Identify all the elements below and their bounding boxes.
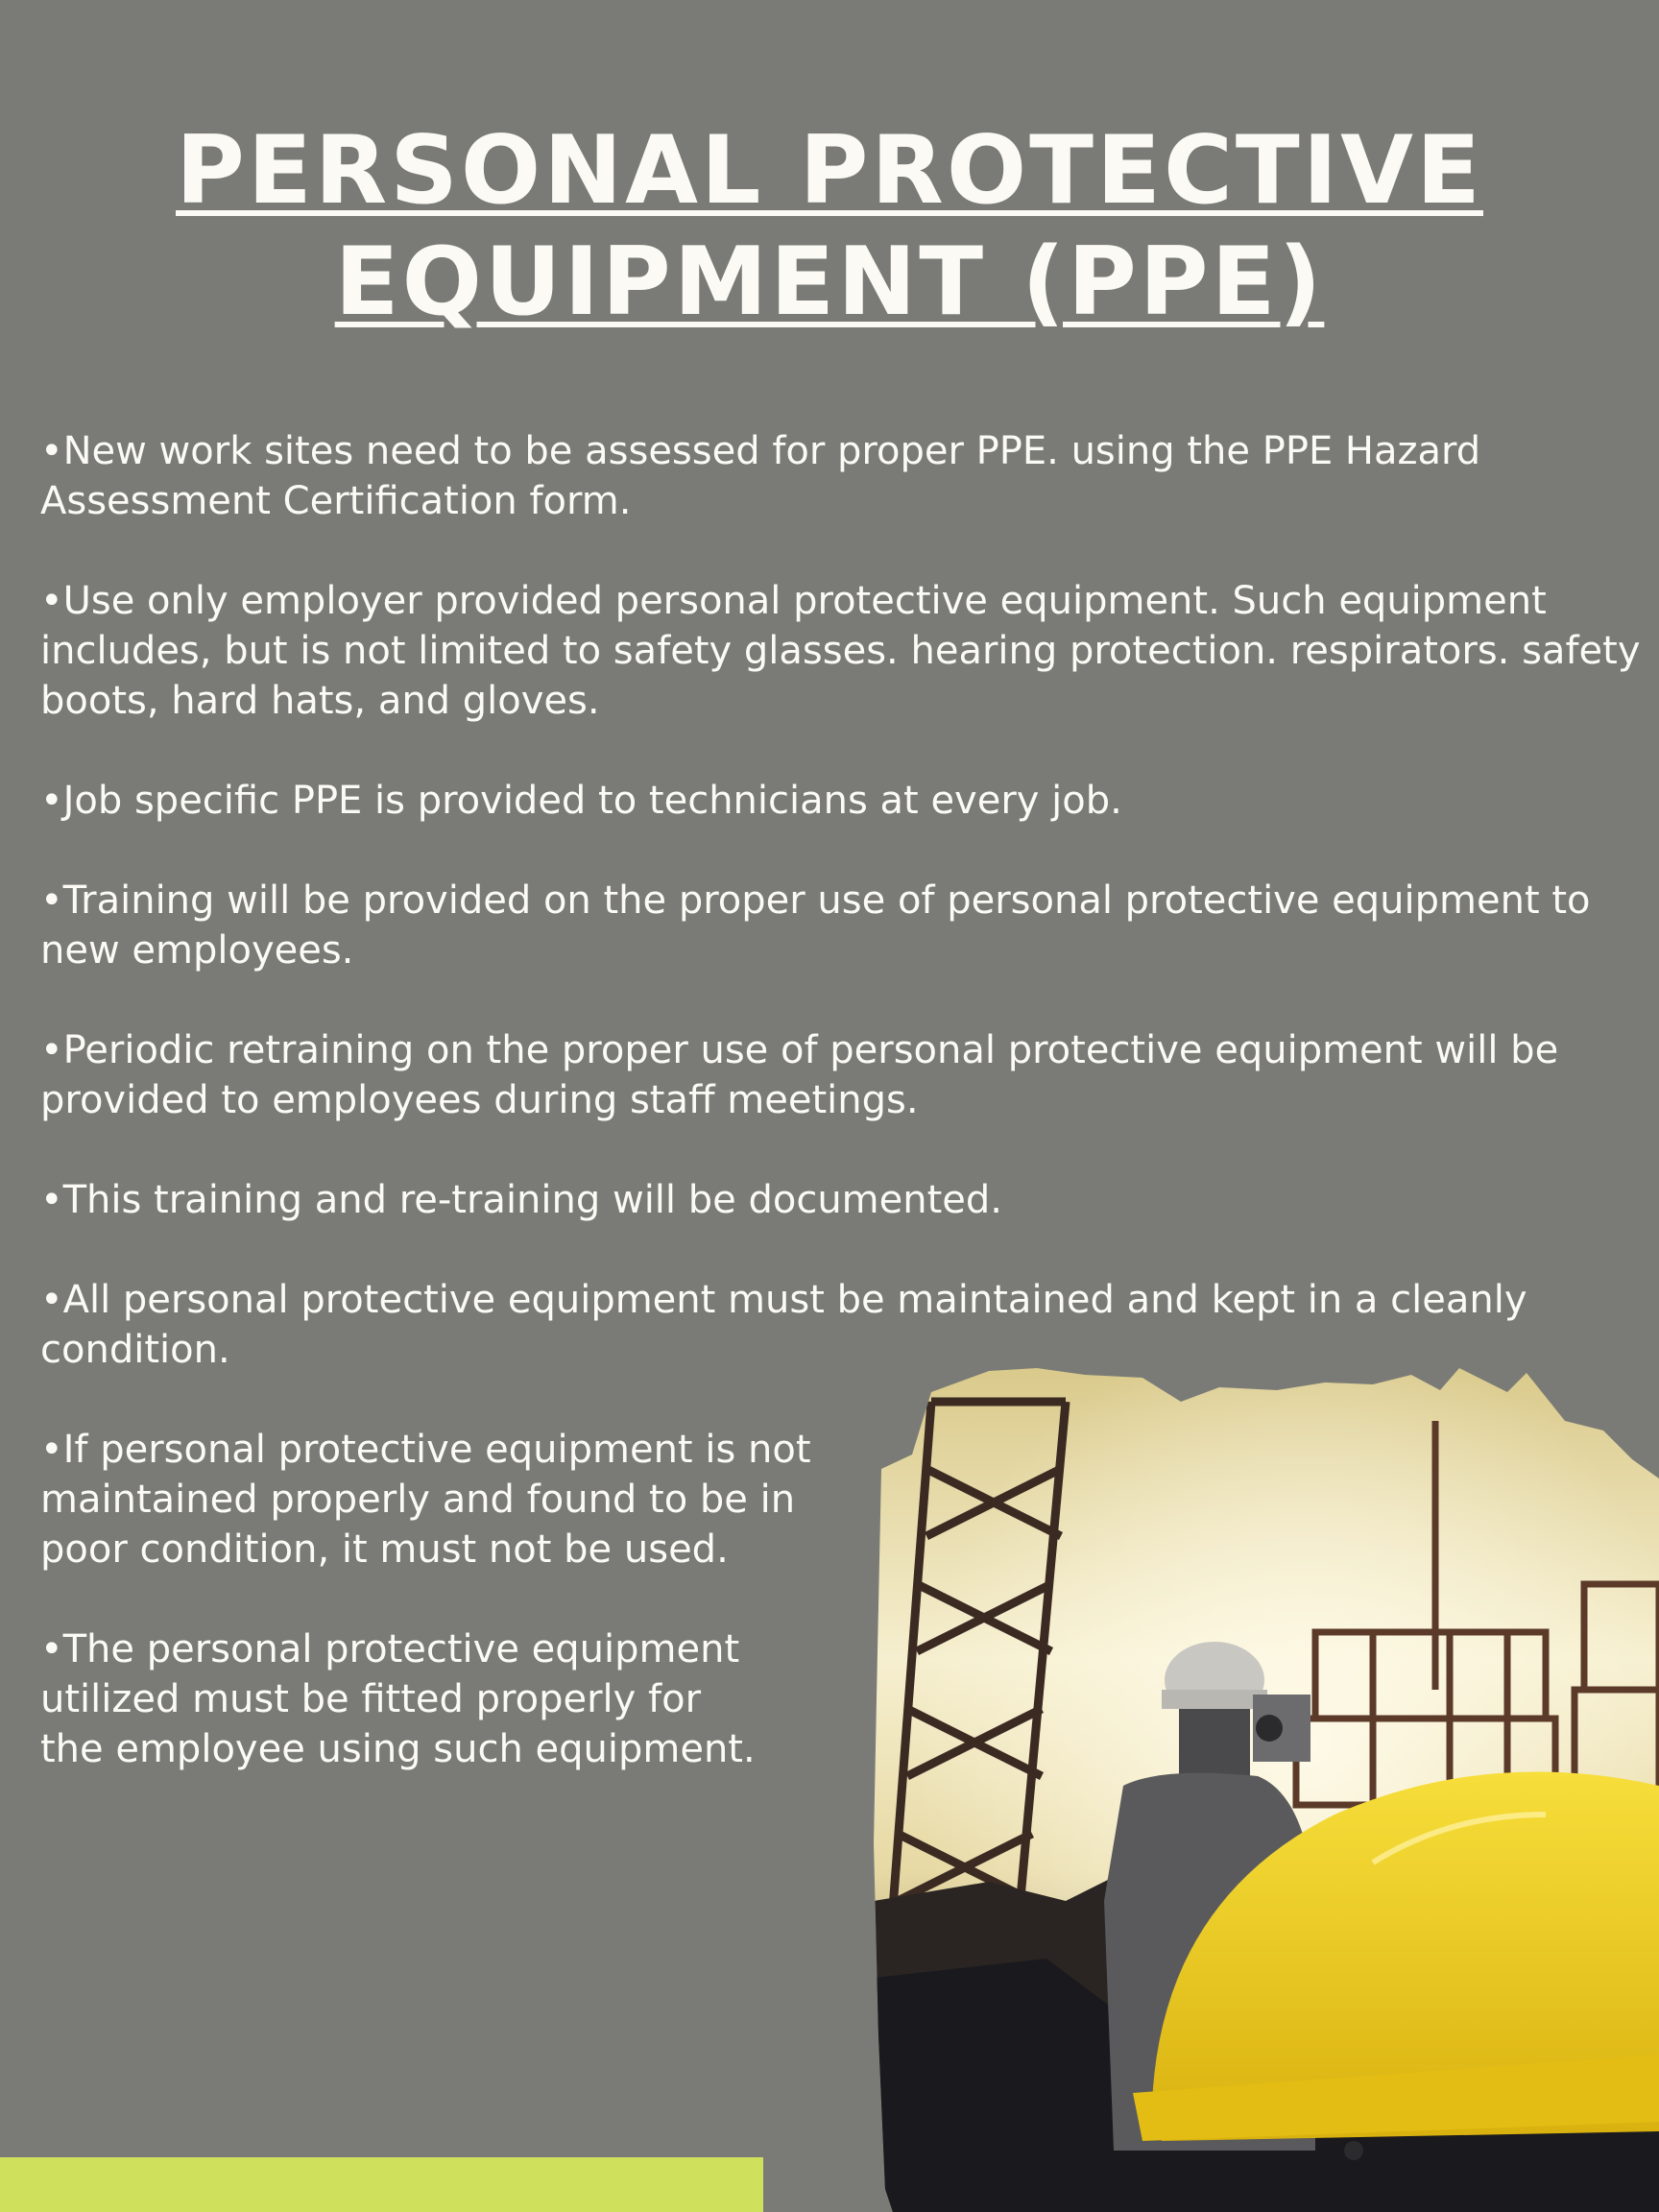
construction-worker-hardhat-photo — [874, 1363, 1659, 2212]
bullet-retraining: •Periodic retraining on the proper use of personal protective equipment will be provided to employees during staff meetings. — [40, 1028, 1559, 1122]
bullet-maintained: •All personal protective equipment must be maintained and kept in a cleanly condition. — [40, 1278, 1527, 1372]
bullet-job-specific: •Job specific PPE is provided to technicians at every job. — [40, 779, 1122, 823]
bullet-training: •Training will be provided on the proper use of personal protective equipment to new employees. — [40, 878, 1591, 973]
title-line-1: PERSONAL PROTECTIVE — [176, 116, 1483, 226]
accent-bar — [0, 2157, 763, 2212]
page-title — [0, 115, 1659, 338]
bullet-documented: •This training and re-training will be documented. — [40, 1178, 1002, 1222]
bullet-fitted: •The personal protective equipment utilized must be fitted properly for the employee using such equipment. — [40, 1627, 756, 1771]
bullet-site-assessment: •New work sites need to be assessed for proper PPE. using the PPE Hazard Assessment Certification form. — [40, 429, 1481, 523]
title-line-2: EQUIPMENT (PPE) — [334, 228, 1325, 337]
bullet-poor-condition: •If personal protective equipment is not maintained properly and found to be in poor condition, it must not be used. — [40, 1428, 811, 1572]
bullet-employer-ppe: •Use only employer provided personal protective equipment. Such equipment includes, but is not limited to safety glasses. hearing protection. respirators. safety boots, hard hats, and gloves. — [40, 579, 1641, 723]
